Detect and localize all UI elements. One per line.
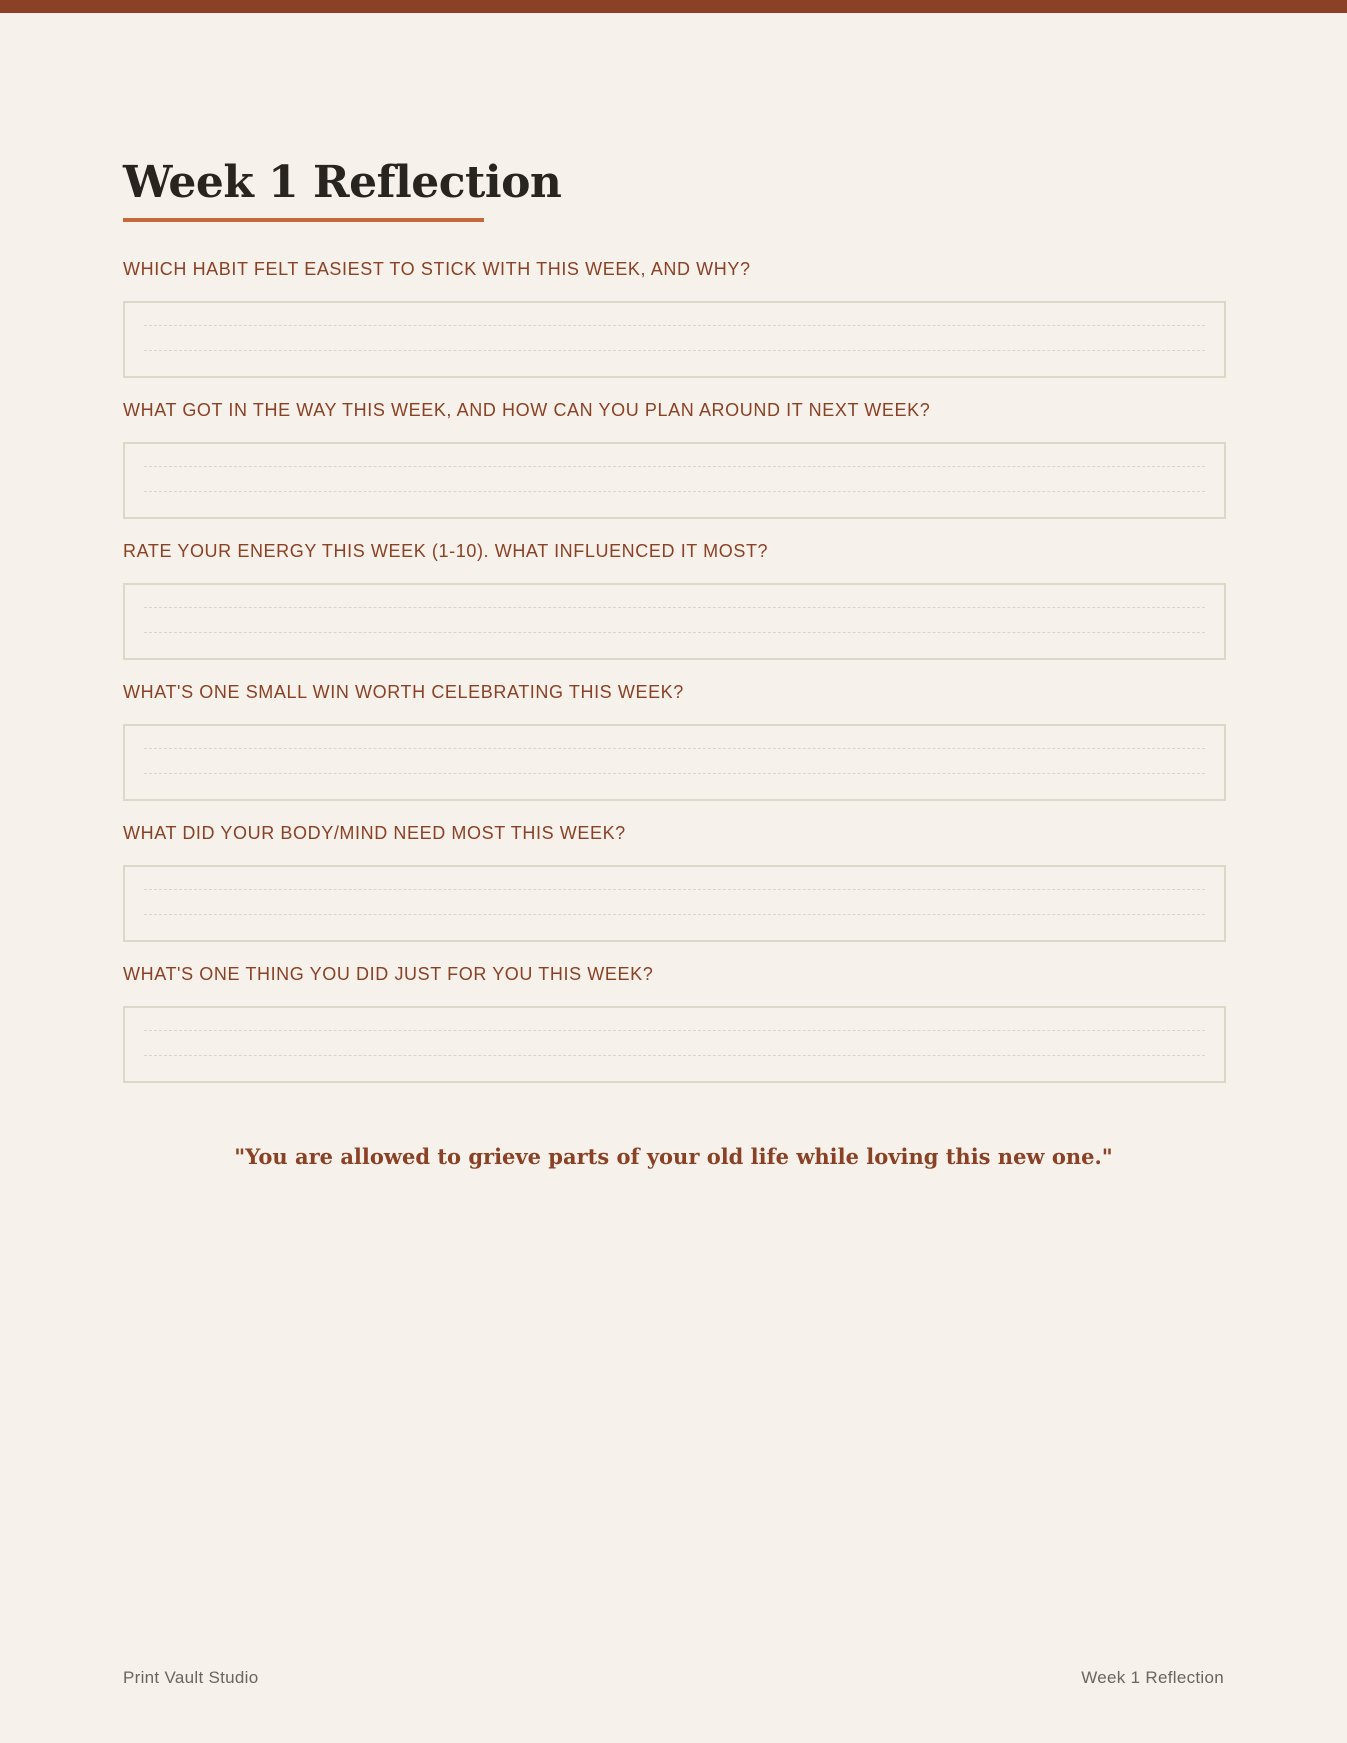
prompt-item — [123, 258, 1224, 399]
prompt-list — [123, 258, 1224, 1104]
writing-line — [144, 914, 1205, 915]
writing-line — [144, 1030, 1205, 1031]
answer-box[interactable] — [123, 301, 1226, 378]
page-title: Week 1 Reflection — [123, 157, 562, 208]
worksheet-page — [123, 150, 1224, 1172]
writing-line — [144, 1055, 1205, 1056]
footer-brand: Print Vault Studio — [123, 1668, 259, 1687]
answer-box[interactable] — [123, 724, 1226, 801]
writing-line — [144, 350, 1205, 351]
prompt-question: RATE YOUR ENERGY THIS WEEK (1-10). WHAT INFLUENCED IT MOST? — [123, 541, 769, 561]
title-underline — [123, 218, 484, 222]
prompt-item — [123, 399, 1224, 540]
writing-line — [144, 632, 1205, 633]
answer-box[interactable] — [123, 442, 1226, 519]
prompt-item — [123, 963, 1224, 1104]
writing-line — [144, 748, 1205, 749]
prompt-item — [123, 540, 1224, 681]
prompt-question: WHAT GOT IN THE WAY THIS WEEK, AND HOW CAN YOU PLAN AROUND IT NEXT WEEK? — [123, 400, 931, 420]
prompt-question: WHICH HABIT FELT EASIEST TO STICK WITH THIS WEEK, AND WHY? — [123, 259, 751, 279]
writing-line — [144, 889, 1205, 890]
footer-page-title: Week 1 Reflection — [1081, 1668, 1224, 1687]
writing-line — [144, 466, 1205, 467]
writing-line — [144, 773, 1205, 774]
writing-line — [144, 607, 1205, 608]
page-footer — [123, 1666, 1224, 1690]
prompt-question: WHAT DID YOUR BODY/MIND NEED MOST THIS WEEK? — [123, 823, 626, 843]
answer-box[interactable] — [123, 1006, 1226, 1083]
writing-line — [144, 491, 1205, 492]
writing-line — [144, 325, 1205, 326]
closing-quote: "You are allowed to grieve parts of your old life while loving this new one." — [234, 1144, 1113, 1169]
answer-box[interactable] — [123, 865, 1226, 942]
top-accent-bar — [0, 0, 1347, 13]
answer-box[interactable] — [123, 583, 1226, 660]
prompt-item — [123, 681, 1224, 822]
prompt-question: WHAT'S ONE THING YOU DID JUST FOR YOU THIS WEEK? — [123, 964, 654, 984]
prompt-question: WHAT'S ONE SMALL WIN WORTH CELEBRATING THIS WEEK? — [123, 682, 684, 702]
prompt-item — [123, 822, 1224, 963]
